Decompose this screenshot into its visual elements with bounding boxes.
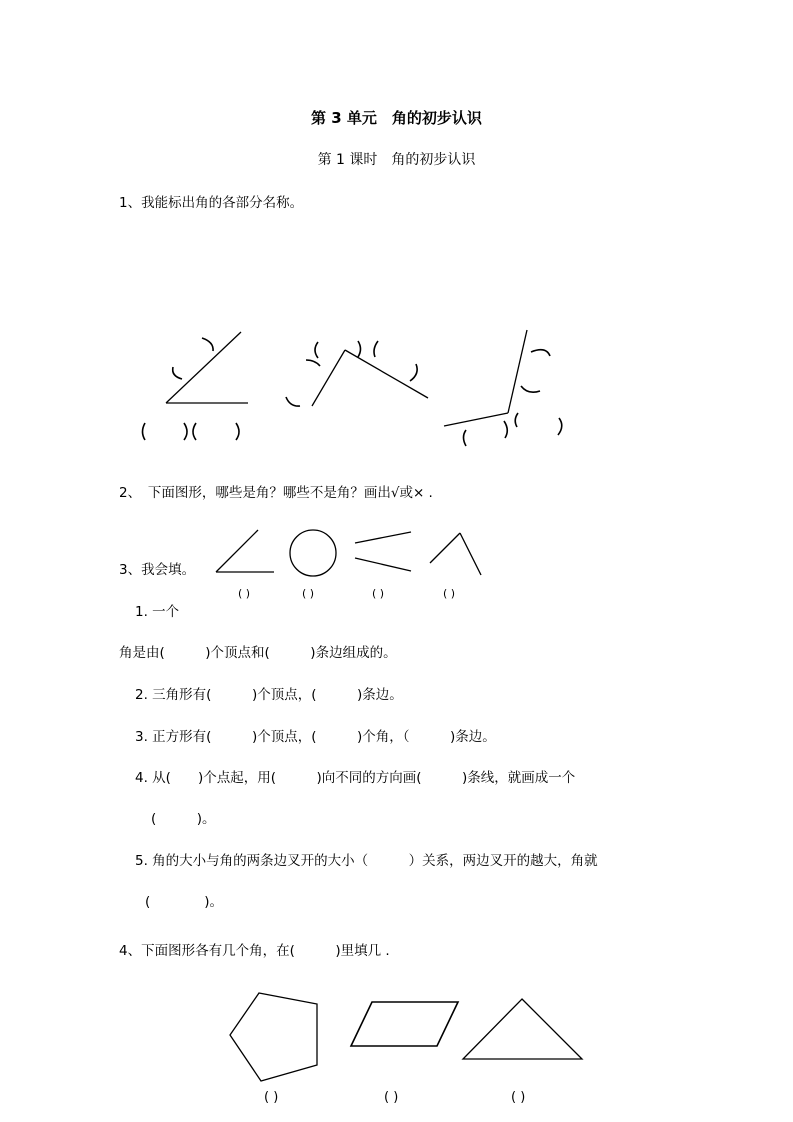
q4-answer-blank-2[interactable]: ( ) [384, 1090, 399, 1105]
q1-angle-2-figure [286, 341, 428, 406]
q3-item-4-text: 4. 从( )个点起，用( )向不同的方向画( )条线，就画成一个 [135, 770, 576, 786]
q2-circle-figure [290, 530, 336, 576]
q3-item-2-text: 2. 三角形有( )个顶点，( )条边。 [135, 687, 403, 703]
q4-answer-blank-1[interactable]: ( ) [264, 1090, 279, 1105]
q4-answer-blank-3[interactable]: ( ) [511, 1090, 526, 1105]
q3-item-3-text: 3. 正方形有( )个顶点，( )个角，（ )条边。 [135, 729, 496, 745]
q3-item-5-text: 5. 角的大小与角的两条边叉开的大小（ ）关系，两边叉开的越大，角就 [135, 853, 598, 869]
q2-answer-blank-3[interactable]: ( ) [372, 587, 385, 600]
q2-answer-blank-1[interactable]: ( ) [238, 587, 251, 600]
q2-answer-blank-4[interactable]: ( ) [443, 587, 456, 600]
q2-separate-lines-figure [355, 532, 411, 571]
q1-angle-1-figure [143, 332, 249, 440]
q4-pentagon-figure [230, 993, 317, 1081]
question-3-label: 3、我会填。 [119, 562, 196, 578]
question-4-label: 4、下面图形各有几个角，在( )里填几 . [119, 943, 390, 959]
q3-item-1-text: 角是由( )个顶点和( )条边组成的。 [119, 645, 397, 661]
q3-item-5-continuation: ( )。 [145, 894, 224, 910]
q2-acute-angle-figure [216, 530, 274, 572]
q4-triangle-figure [463, 999, 582, 1059]
page-title: 第 3 单元 角的初步认识 [311, 109, 482, 127]
q3-item-4-continuation: ( )。 [151, 811, 216, 827]
q1-angle-3-figure [444, 330, 562, 446]
question-1-label: 1、我能标出角的各部分名称。 [119, 195, 304, 211]
question-2-label: 2、 下面图形，哪些是角？哪些不是角？画出√或× . [119, 485, 433, 501]
lesson-subtitle: 第 1 课时 角的初步认识 [317, 152, 476, 168]
q2-answer-blank-2[interactable]: ( ) [302, 587, 315, 600]
q2-open-angle-figure [430, 533, 481, 575]
q3-item-1-prefix: 1. 一个 [135, 604, 180, 620]
q4-parallelogram-figure [351, 1002, 458, 1046]
